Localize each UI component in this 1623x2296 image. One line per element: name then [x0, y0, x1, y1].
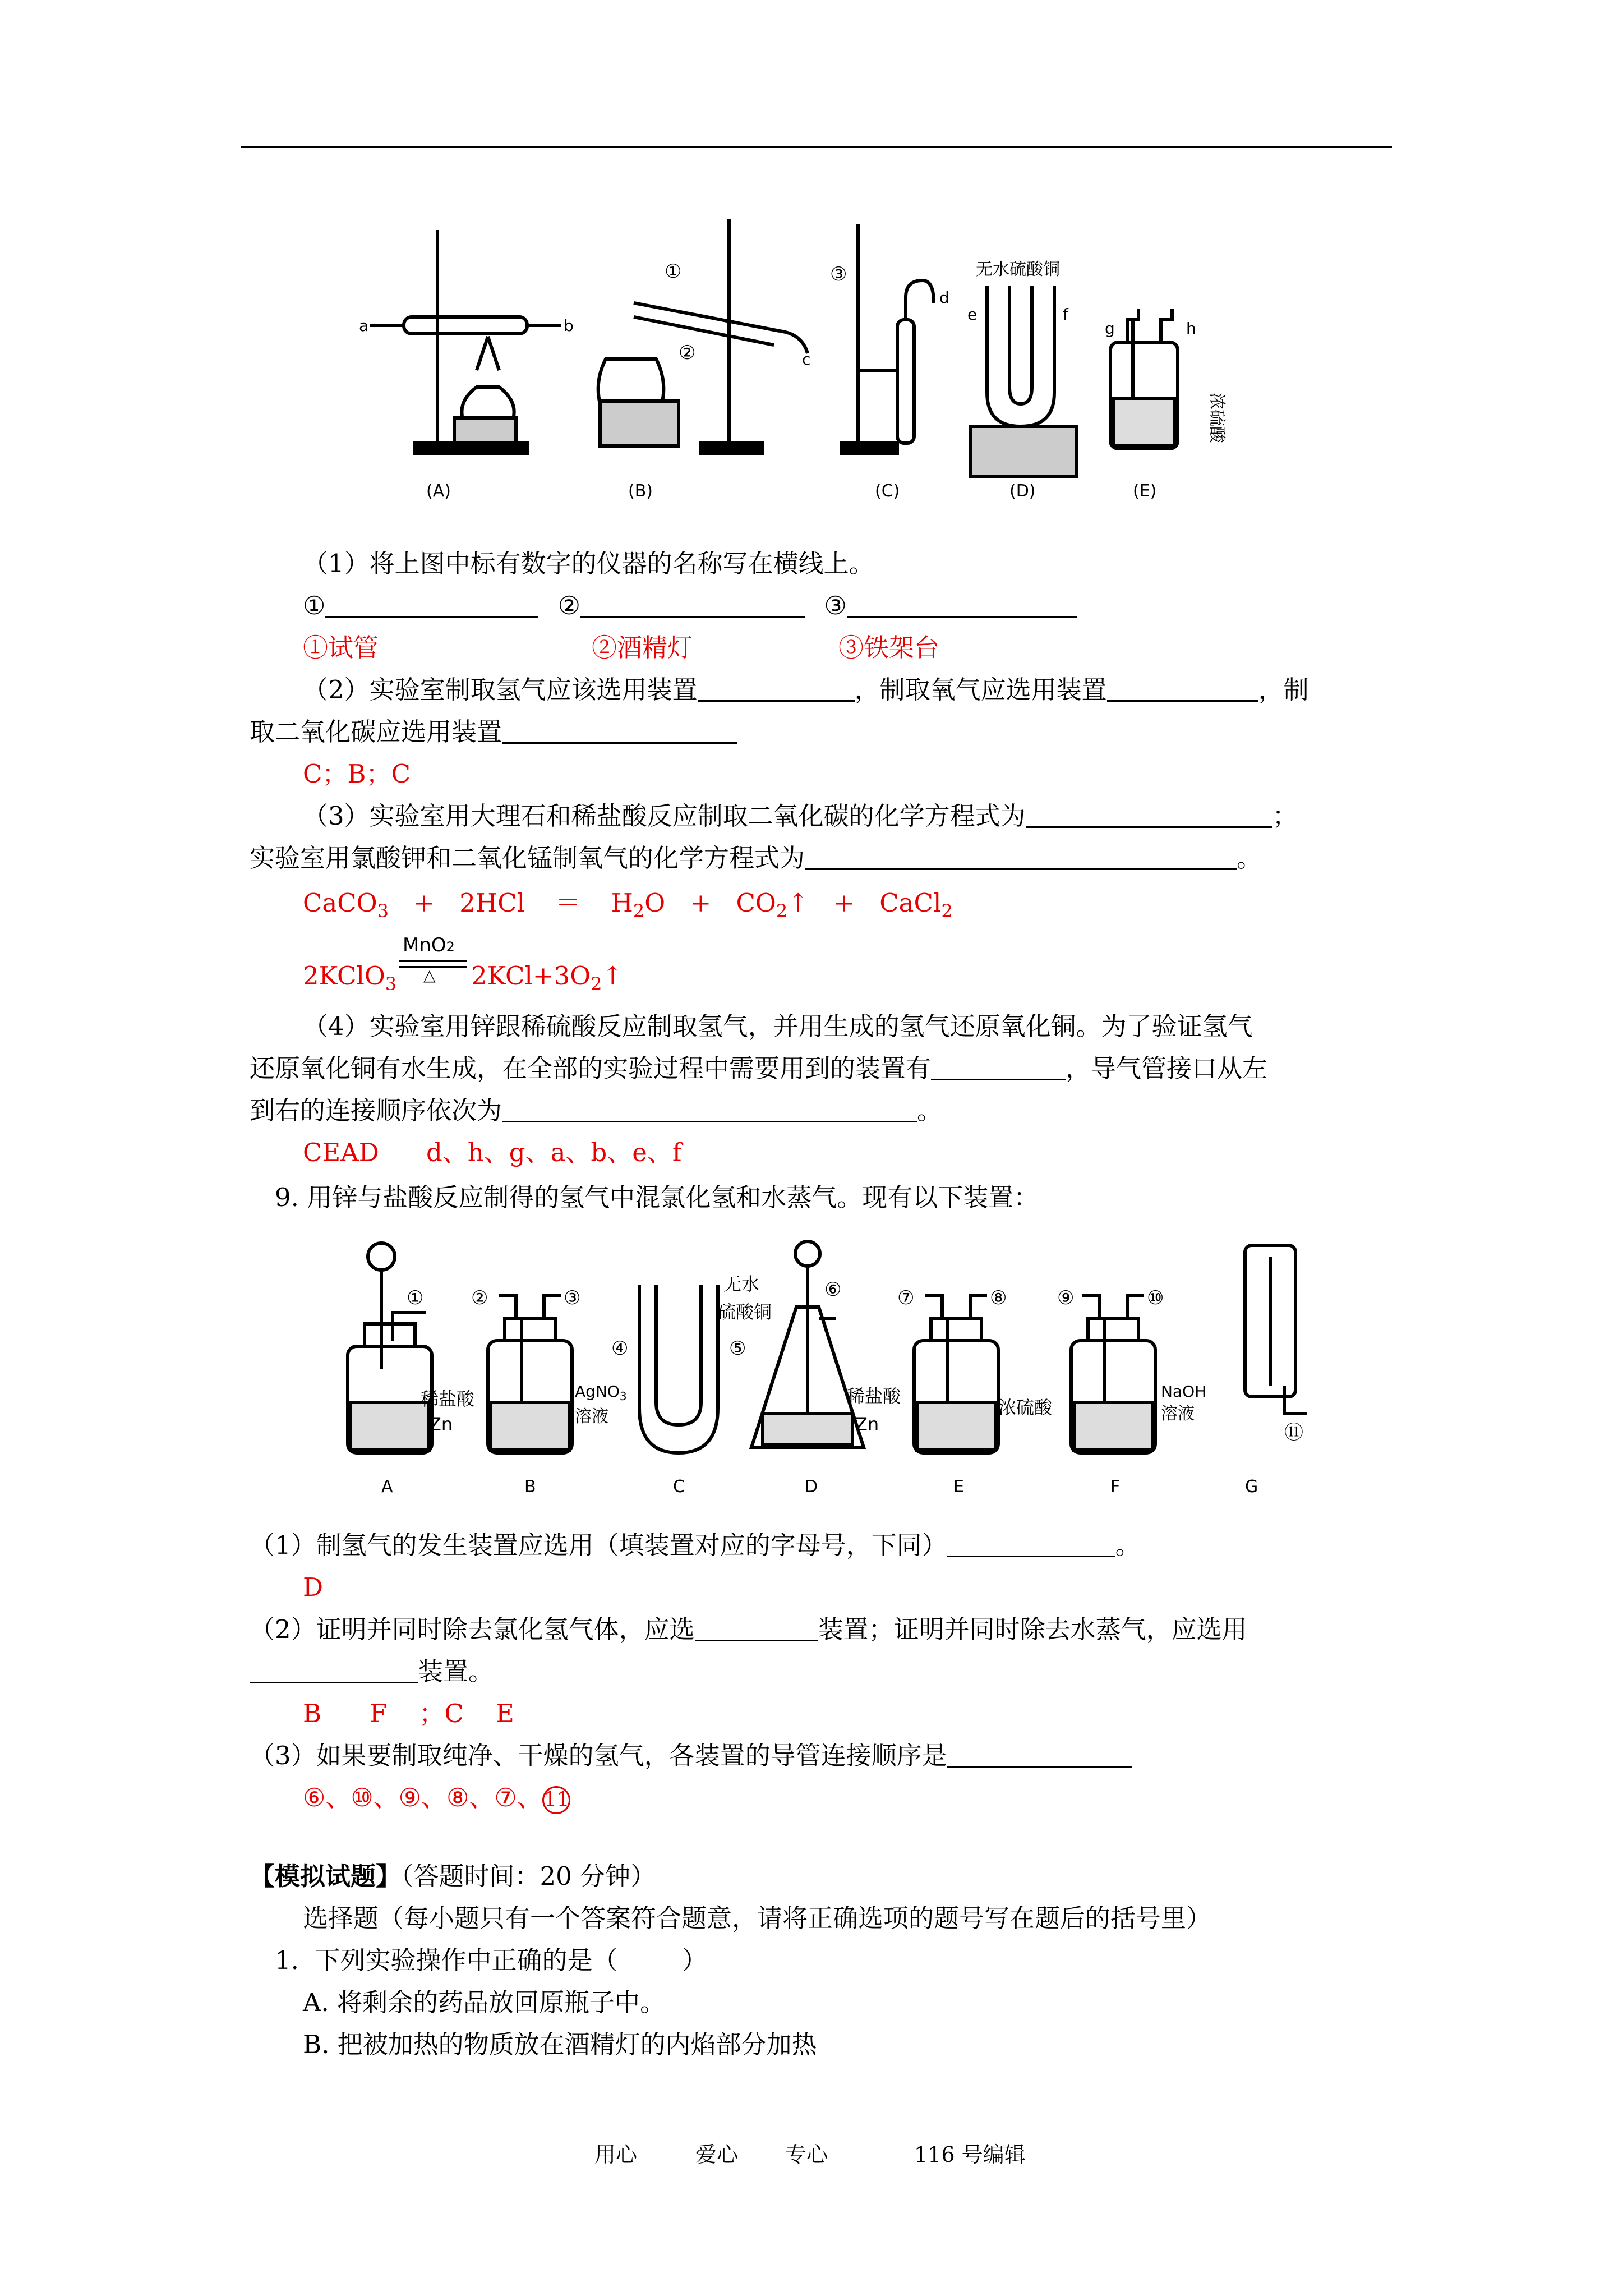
eq1-co: CO — [736, 888, 776, 918]
q1-answer-3: ③铁架台 — [838, 633, 940, 662]
eq2-cat-sub: 2 — [446, 939, 455, 955]
label-h: h — [1186, 319, 1196, 338]
q9-answer-2: B F ；C E — [303, 1699, 514, 1728]
q2-text-1: （2）实验室制取氢气应该选用装置 — [303, 675, 698, 705]
eq1-cacl-sub: 2 — [941, 900, 953, 922]
solution-label: 溶液 — [575, 1407, 608, 1427]
q9-s2-text-b: 装置；证明并同时除去水蒸气，应选用 — [818, 1614, 1247, 1644]
q4-text-3b: 。 — [917, 1096, 943, 1125]
q9-blank-1[interactable] — [947, 1531, 1115, 1557]
q2-line-1 — [303, 673, 1309, 707]
sim-option-b: B. 把被加热的物质放在酒精灯的内焰部分加热 — [303, 2030, 817, 2059]
q3-text-1-end: ； — [1272, 801, 1298, 831]
q1-blank-1[interactable] — [325, 591, 538, 618]
agno3-label — [575, 1382, 627, 1403]
eq1-caco: CaCO — [303, 888, 377, 918]
eq2-catalyst — [403, 934, 455, 956]
q3-equation-2-left — [303, 959, 396, 1001]
fig-label-D: (D) — [1009, 481, 1036, 501]
eq2-line-top — [399, 960, 467, 962]
num-2: ② — [679, 342, 696, 364]
zn-label-2: Zn — [855, 1414, 879, 1435]
conc-acid-label: 浓硫酸 — [1207, 393, 1227, 443]
dilute-hcl-label-2: 稀盐酸 — [847, 1386, 901, 1407]
label-b: b — [564, 316, 574, 335]
fig2-label-A: A — [381, 1477, 393, 1497]
naoh-solution-label: 溶液 — [1161, 1404, 1195, 1424]
num-7: ⑦ — [897, 1287, 915, 1309]
eq2-gas-arrow: ↑ — [602, 961, 624, 991]
q9-s2-text-a: （2）证明并同时除去氯化氢气体，应选 — [250, 1614, 695, 1644]
q9-blank-4[interactable] — [947, 1741, 1132, 1768]
num-10: ⑩ — [1147, 1287, 1164, 1309]
q4-answer-2: d、h、g、a、b、e、f — [426, 1138, 682, 1167]
sim-head: 【模拟试题】 — [250, 1861, 402, 1891]
footer-2: 爱心 — [695, 2142, 739, 2167]
label-a: a — [359, 316, 369, 335]
num-3: ③ — [830, 263, 847, 286]
anhydrous-label: 无水硫酸铜 — [976, 260, 1060, 279]
q4-text-3a: 到右的连接顺序依次为 — [250, 1096, 502, 1125]
eq1-hcl: 2HCl — [459, 888, 525, 918]
q2-text-2: ，制取氧气应选用装置 — [854, 675, 1107, 705]
q2-text-3: ，制 — [1258, 675, 1309, 705]
eq2-kclo-sub: 3 — [385, 973, 397, 995]
q4-text-2a: 还原氧化铜有水生成，在全部的实验过程中需要用到的装置有 — [250, 1053, 932, 1083]
q9-blank-2[interactable] — [695, 1615, 818, 1641]
sim-time: （答题时间：20 分钟） — [401, 1861, 656, 1891]
fig2-label-C: C — [673, 1477, 685, 1497]
q9-title: 9. 用锌与盐酸反应制得的氢气中混氯化氢和水蒸气。现有以下装置： — [275, 1182, 1039, 1212]
q1-marker-1: ① — [303, 591, 326, 620]
q1-marker-2: ② — [557, 591, 580, 620]
eq2-o-sub: 2 — [591, 973, 602, 995]
eq1-co-sub: 2 — [776, 900, 788, 922]
q4-text-2b: ，导气管接口从左 — [1066, 1053, 1268, 1083]
q3-text-2: 实验室用氯酸钾和二氧化锰制氧气的化学方程式为 — [250, 843, 805, 873]
q3-line-2 — [250, 841, 1262, 875]
q2-blank-1[interactable] — [698, 675, 855, 702]
q2-line-2 — [250, 715, 737, 749]
eq2-cat-text: MnO — [403, 934, 446, 956]
eq1-plus-1: + — [413, 888, 435, 918]
eq1-plus-3: + — [833, 888, 855, 918]
q1-blank-2[interactable] — [580, 591, 805, 618]
q3-equation-2-right — [471, 959, 623, 1001]
footer-1: 用心 — [594, 2142, 638, 2167]
q1-blank-3[interactable] — [847, 591, 1077, 618]
header-rule — [241, 146, 1392, 148]
eq2-kclo: 2KClO — [303, 961, 385, 991]
q1-marker-3: ③ — [824, 591, 847, 620]
eq1-gas-arrow: ↑ — [787, 888, 809, 918]
fig-label-E: (E) — [1133, 481, 1157, 501]
fig-label-A: (A) — [426, 481, 451, 501]
q9-s1-end: 。 — [1115, 1530, 1141, 1560]
sim-option-a: A. 将剩余的药品放回原瓶子中。 — [303, 1987, 666, 2017]
dilute-hcl-label: 稀盐酸 — [421, 1388, 475, 1410]
fig-label-C: (C) — [875, 481, 900, 501]
eq2-delta: △ — [423, 966, 436, 984]
q9-sub-2-cont — [250, 1655, 494, 1688]
q3-line-1 — [303, 799, 1298, 833]
fig2-label-G: G — [1245, 1477, 1258, 1497]
num-8: ⑧ — [990, 1287, 1007, 1309]
fig2-label-E: E — [953, 1477, 964, 1497]
num-11: ⑪ — [1284, 1421, 1303, 1444]
label-e: e — [967, 305, 978, 324]
num-1: ① — [665, 260, 682, 283]
q4-line-2 — [250, 1052, 1267, 1085]
q4-blank-2[interactable] — [502, 1096, 917, 1122]
apparatus-figure-1 — [336, 213, 1290, 510]
q3-text-1: （3）实验室用大理石和稀盐酸反应制取二氧化碳的化学方程式为 — [303, 801, 1026, 831]
anhydrous-label-2: 硫酸铜 — [718, 1301, 772, 1323]
eq1-equals: ＝ — [555, 888, 581, 918]
conc-acid-label: 浓硫酸 — [998, 1397, 1053, 1418]
num-6: ⑥ — [824, 1278, 842, 1301]
q9-s3-text: （3）如果要制取纯净、干燥的氢气，各装置的导管连接顺序是 — [250, 1741, 947, 1770]
label-g: g — [1105, 319, 1115, 338]
fig2-label-F: F — [1110, 1477, 1121, 1497]
num-3: ③ — [564, 1287, 581, 1309]
footer-4: 116 号编辑 — [914, 2142, 1026, 2167]
q2-answer: C；B；C — [303, 759, 411, 789]
eq1-h-sub: 2 — [633, 900, 645, 922]
q2-text-4: 取二氧化碳应选用装置 — [250, 717, 502, 747]
q9-s1-text: （1）制氢气的发生装置应选用（填装置对应的字母号，下同） — [250, 1530, 947, 1560]
q9-sub-3 — [250, 1739, 1132, 1773]
q4-line-1: （4）实验室用锌跟稀硫酸反应制取氢气，并用生成的氢气还原氧化铜。为了验证氢气 — [303, 1011, 1253, 1041]
q9-sub-1 — [250, 1529, 1141, 1562]
sim-intro: 选择题（每小题只有一个答案符合题意，请将正确选项的题号写在题后的括号里） — [303, 1903, 1212, 1933]
q9-answer-3 — [303, 1781, 570, 1815]
naoh-label: NaOH — [1161, 1382, 1207, 1401]
q1-answer-1: ①试管 — [303, 633, 379, 662]
eq1-o: O — [644, 888, 666, 918]
agno3-text: AgNO — [575, 1382, 620, 1401]
q4-answer-1: CEAD — [303, 1138, 379, 1167]
eq1-plus-2: + — [690, 888, 712, 918]
sim-q1: 1. 下列实验操作中正确的是（ ） — [275, 1945, 707, 1975]
fig-label-B: (B) — [628, 481, 653, 501]
q1-prompt: （1）将上图中标有数字的仪器的名称写在横线上。 — [303, 549, 874, 578]
num-4: ④ — [611, 1337, 629, 1360]
q2-blank-3[interactable] — [502, 717, 737, 744]
agno3-sub: 3 — [619, 1389, 627, 1403]
q9-blank-3[interactable] — [250, 1657, 418, 1683]
zn-label: Zn — [429, 1414, 453, 1435]
q3-blank-2[interactable] — [805, 844, 1237, 870]
label-d: d — [939, 288, 949, 307]
q9-s2-text-c: 装置。 — [418, 1657, 494, 1686]
num-2: ② — [471, 1287, 488, 1309]
num-1: ① — [407, 1287, 424, 1309]
q9-answer-1: D — [303, 1572, 324, 1602]
label-f: f — [1063, 305, 1068, 324]
footer-3: 专心 — [785, 2142, 828, 2167]
q9-answer-3-circled: 11 — [542, 1786, 570, 1814]
eq1-h: H — [611, 888, 633, 918]
q3-text-2-end: 。 — [1237, 843, 1262, 873]
apparatus-figure-2 — [336, 1234, 1324, 1503]
q4-blank-1[interactable] — [931, 1054, 1066, 1080]
q3-equation-1 — [303, 886, 953, 928]
eq1-sub-3: 3 — [377, 900, 389, 922]
q1-blanks — [303, 589, 1077, 623]
fig2-label-B: B — [524, 1477, 536, 1497]
label-c: c — [802, 350, 811, 369]
q9-answer-3-text: ⑥、⑩、⑨、⑧、⑦、 — [303, 1783, 542, 1812]
anhydrous-label-1: 无水 — [723, 1273, 760, 1295]
q2-blank-2[interactable] — [1107, 675, 1258, 702]
eq2-products: 2KCl+3O — [471, 961, 591, 991]
q9-sub-2 — [250, 1613, 1247, 1646]
q4-line-3 — [250, 1094, 942, 1128]
q1-answer-2: ②酒精灯 — [592, 633, 693, 662]
eq1-cacl: CaCl — [879, 888, 942, 918]
sim-header — [250, 1860, 656, 1893]
num-9: ⑨ — [1057, 1287, 1075, 1309]
num-5: ⑤ — [729, 1337, 746, 1360]
q3-blank-1[interactable] — [1026, 802, 1272, 828]
fig2-label-D: D — [805, 1477, 818, 1497]
